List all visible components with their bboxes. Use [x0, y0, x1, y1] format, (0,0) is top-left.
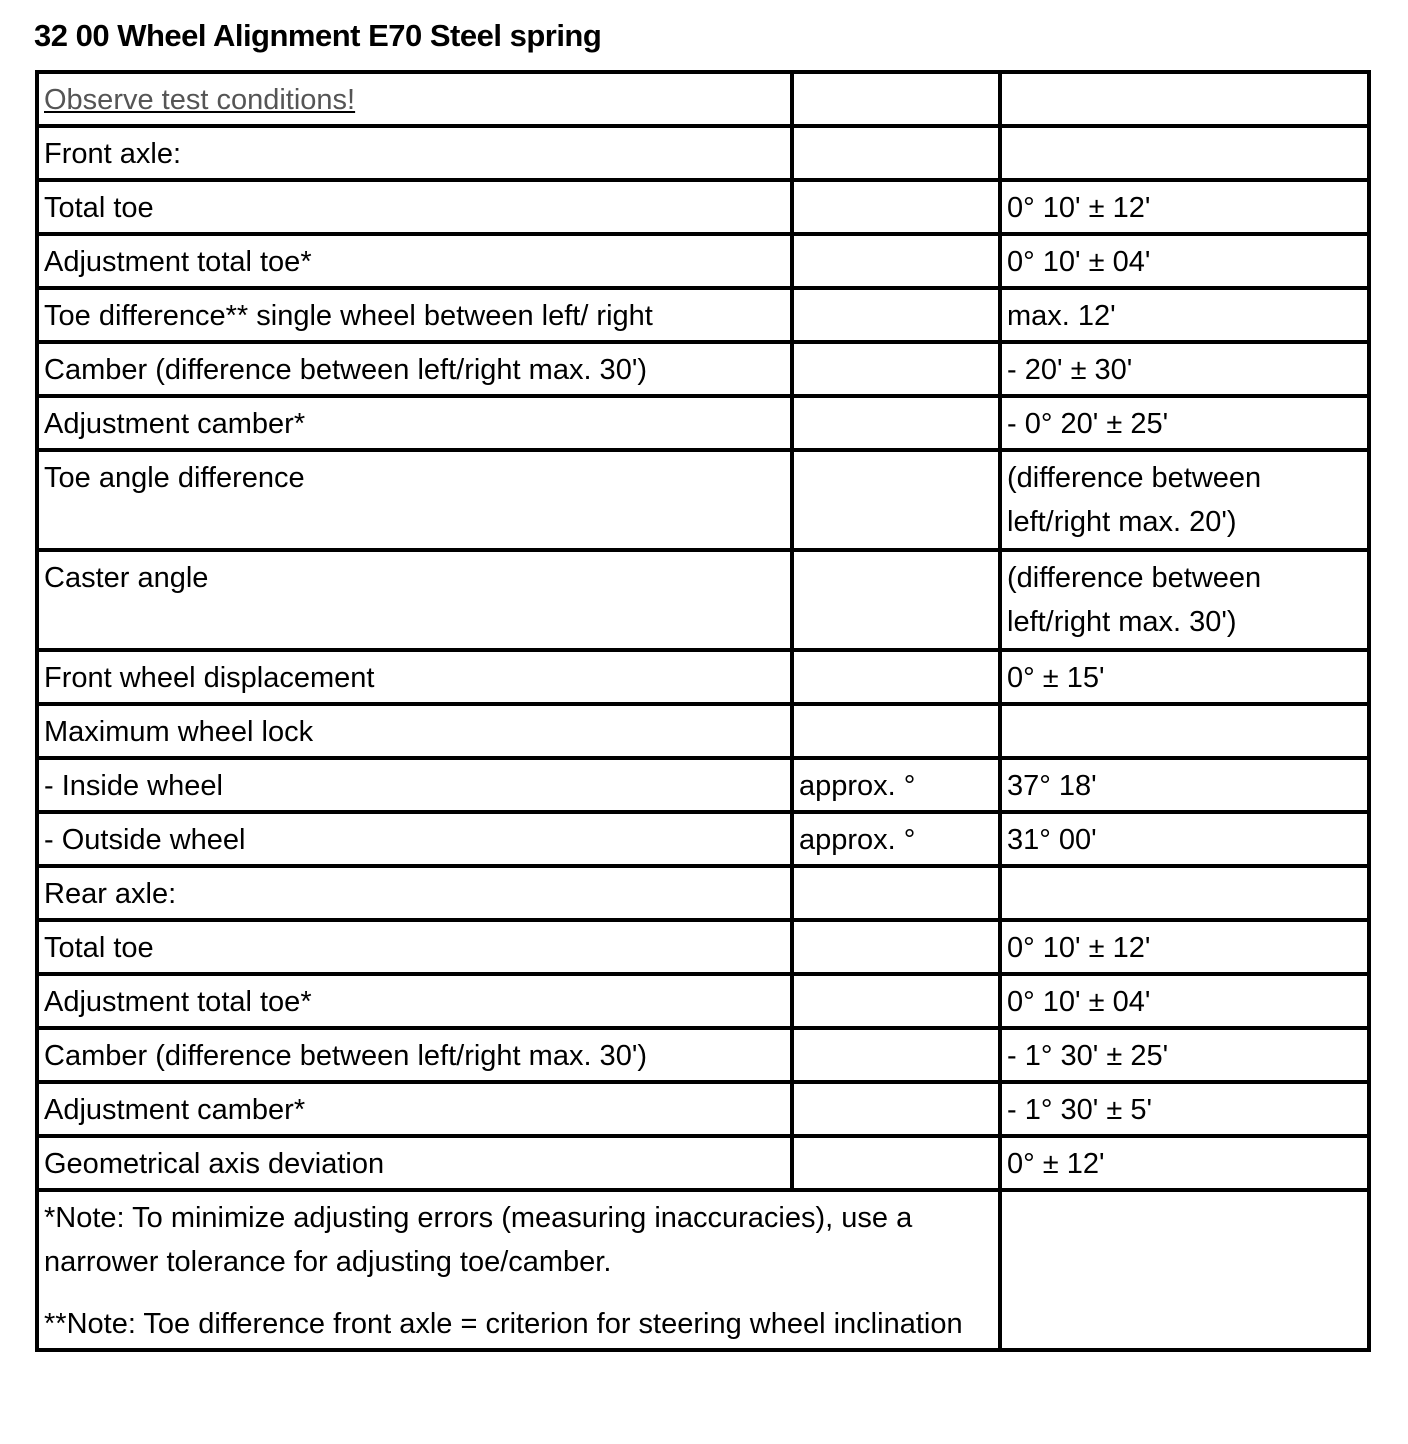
label-cell: Toe angle difference [37, 450, 792, 550]
table-row [37, 180, 1369, 234]
value-cell: - 1° 30' ± 5' [1000, 1082, 1369, 1136]
table-row [37, 650, 1369, 704]
value-cell: - 1° 30' ± 25' [1000, 1028, 1369, 1082]
note-toe-difference: **Note: Toe difference front axle = criterion for steering wheel inclination [44, 1308, 963, 1340]
label-cell: Camber (difference between left/right max. 30') [37, 342, 792, 396]
label-cell: Adjustment total toe* [37, 234, 792, 288]
value-cell [1000, 72, 1369, 126]
value-cell: 31° 00' [1000, 812, 1369, 866]
table-row [37, 396, 1369, 450]
label-cell: - Outside wheel [37, 812, 792, 866]
table-row [37, 342, 1369, 396]
table-row [37, 550, 1369, 650]
label-cell: Maximum wheel lock [37, 704, 792, 758]
table-row [37, 812, 1369, 866]
label-cell: Adjustment camber* [37, 396, 792, 450]
table-row [37, 126, 1369, 180]
value-cell [1000, 704, 1369, 758]
label-cell: Rear axle: [37, 866, 792, 920]
note-narrow-tolerance: *Note: To minimize adjusting errors (measuring inaccuracies), use a narrower tolerance for adjusting toe/camber. [44, 1202, 913, 1278]
notes-cell [37, 1190, 1000, 1350]
label-cell: - Inside wheel [37, 758, 792, 812]
qualifier-cell [792, 450, 1000, 550]
document-title: 32 00 Wheel Alignment E70 Steel spring [34, 18, 602, 53]
table-row [37, 704, 1369, 758]
value-cell: - 20' ± 30' [1000, 342, 1369, 396]
qualifier-cell [792, 234, 1000, 288]
qualifier-cell [792, 342, 1000, 396]
qualifier-cell [792, 704, 1000, 758]
table-row [37, 974, 1369, 1028]
label-cell: Adjustment total toe* [37, 974, 792, 1028]
label-cell[interactable] [37, 72, 792, 126]
value-cell: - 0° 20' ± 25' [1000, 396, 1369, 450]
qualifier-cell [792, 180, 1000, 234]
qualifier-cell [792, 650, 1000, 704]
qualifier-cell [792, 974, 1000, 1028]
qualifier-cell [792, 1028, 1000, 1082]
qualifier-cell [792, 72, 1000, 126]
qualifier-cell [792, 288, 1000, 342]
value-cell: 0° 10' ± 12' [1000, 920, 1369, 974]
table-row [37, 450, 1369, 550]
notes-empty-cell [1000, 1190, 1369, 1350]
value-cell: (difference between left/right max. 30') [1000, 550, 1369, 650]
table-row [37, 866, 1369, 920]
table-row [37, 1136, 1369, 1190]
label-cell: Front axle: [37, 126, 792, 180]
value-cell: max. 12' [1000, 288, 1369, 342]
value-cell: 37° 18' [1000, 758, 1369, 812]
qualifier-cell [792, 1136, 1000, 1190]
qualifier-cell [792, 396, 1000, 450]
table-row [37, 758, 1369, 812]
value-cell [1000, 126, 1369, 180]
label-cell: Camber (difference between left/right max. 30') [37, 1028, 792, 1082]
notes-row [37, 1190, 1369, 1350]
table-row [37, 920, 1369, 974]
table-row [37, 234, 1369, 288]
label-cell: Front wheel displacement [37, 650, 792, 704]
value-cell: (difference between left/right max. 20') [1000, 450, 1369, 550]
value-cell: 0° 10' ± 04' [1000, 974, 1369, 1028]
qualifier-cell: approx. ° [792, 758, 1000, 812]
wheel-alignment-table [35, 70, 1371, 1352]
value-cell: 0° 10' ± 04' [1000, 234, 1369, 288]
label-cell: Adjustment camber* [37, 1082, 792, 1136]
qualifier-cell [792, 1082, 1000, 1136]
value-cell: 0° 10' ± 12' [1000, 180, 1369, 234]
test-conditions-link[interactable]: Observe test conditions! [44, 84, 356, 116]
table-row [37, 288, 1369, 342]
qualifier-cell [792, 550, 1000, 650]
table-row [37, 72, 1369, 126]
value-cell: 0° ± 12' [1000, 1136, 1369, 1190]
qualifier-cell [792, 126, 1000, 180]
qualifier-cell: approx. ° [792, 812, 1000, 866]
label-cell: Total toe [37, 180, 792, 234]
label-cell: Toe difference** single wheel between left/ right [37, 288, 792, 342]
label-cell: Caster angle [37, 550, 792, 650]
label-cell: Total toe [37, 920, 792, 974]
qualifier-cell [792, 920, 1000, 974]
value-cell: 0° ± 15' [1000, 650, 1369, 704]
value-cell [1000, 866, 1369, 920]
table-row [37, 1082, 1369, 1136]
table-row [37, 1028, 1369, 1082]
qualifier-cell [792, 866, 1000, 920]
label-cell: Geometrical axis deviation [37, 1136, 792, 1190]
